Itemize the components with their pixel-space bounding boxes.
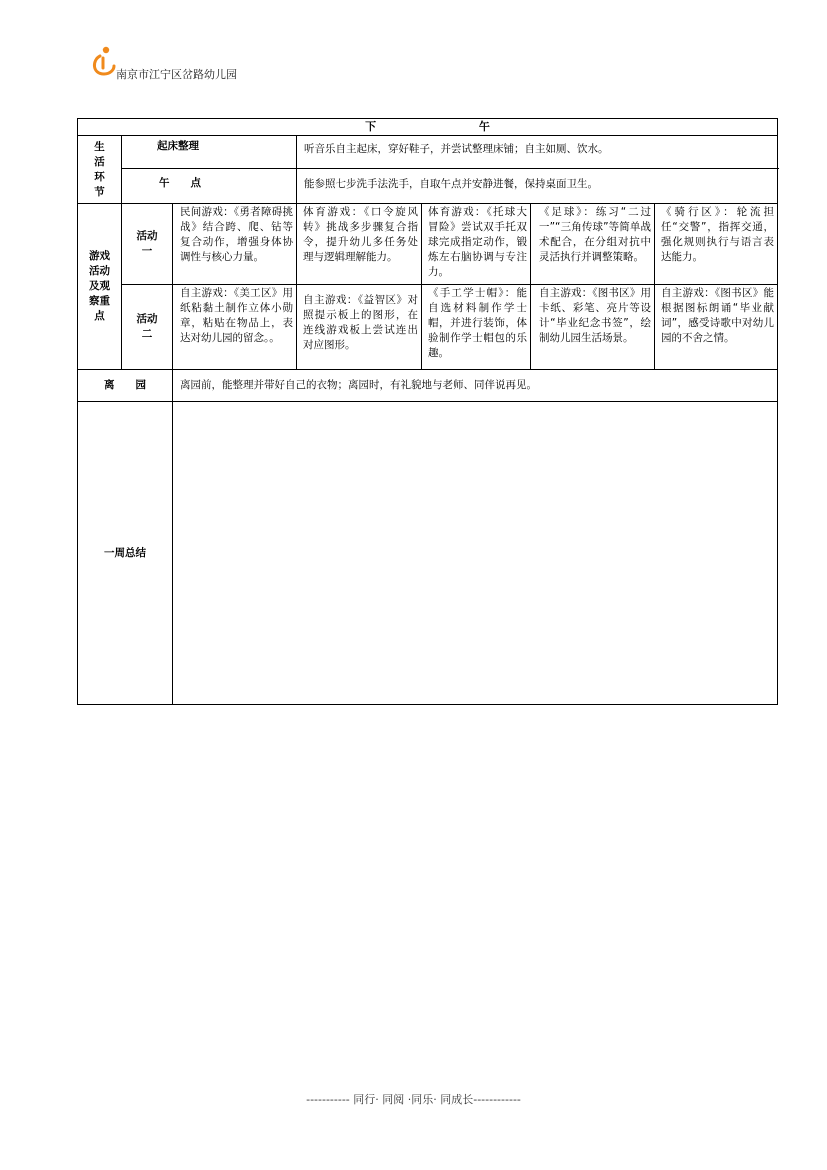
summary-label: 一周总结 bbox=[78, 402, 173, 705]
activity1-cell-2: 体育游戏：《口令旋风转》挑战多步骤复合指令，提升幼儿多任务处理与逻辑理解能力。 bbox=[297, 204, 422, 285]
summary-row bbox=[78, 402, 778, 705]
activity2-cell-2: 自主游戏：《益智区》对照提示板上的图形，在连线游戏板上尝试连出对应图形。 bbox=[297, 285, 422, 370]
leave-label: 离 园 bbox=[78, 370, 173, 402]
activity1-cell-1: 民间游戏：《勇者障碍挑战》结合跨、爬、钻等复合动作，增强身体协调性与核心力量。 bbox=[173, 204, 297, 285]
activity1-cell-5: 《骑行区》：轮流担任“交警”，指挥交通，强化规则执行与语言表达能力。 bbox=[655, 204, 778, 285]
activity1-row bbox=[78, 204, 778, 285]
activity1-cell-4: 《足球》：练习“二过一”“三角传球”等简单战术配合，在分组对抗中灵活执行并调整策略。 bbox=[531, 204, 655, 285]
game-section-text: 游戏活动及观察重点 bbox=[89, 250, 110, 322]
snack-label: 午 点 bbox=[122, 169, 297, 204]
activity2-cell-1: 自主游戏：《美工区》用纸粘黏土制作立体小勋章，粘贴在物品上，表达对幼儿园的留念。。 bbox=[173, 285, 297, 370]
activity1-cell-3: 体育游戏：《托球大冒险》尝试双手托双球完成指定动作，锻炼左右脑协调与专注力。 bbox=[422, 204, 531, 285]
wake-row bbox=[78, 136, 778, 169]
leave-row bbox=[78, 370, 778, 402]
life-section-label bbox=[78, 136, 122, 204]
activity2-cell-5: 自主游戏：《图书区》能根据图标朗诵“毕业献词”，感受诗歌中对幼儿园的不舍之情。 bbox=[655, 285, 778, 370]
activity2-cell-3: 《手工学士帽》：能自选材料制作学士帽，并进行装饰，体验制作学士帽包的乐趣。 bbox=[422, 285, 531, 370]
school-logo bbox=[90, 44, 290, 84]
period-header-row bbox=[78, 119, 778, 136]
weekly-plan-table bbox=[77, 118, 778, 705]
activity2-row bbox=[78, 285, 778, 370]
leave-text: 离园前，能整理并带好自己的衣物；离园时，有礼貌地与老师、同伴说再见。 bbox=[173, 370, 778, 402]
activity2-cell-4: 自主游戏：《图书区》用卡纸、彩笔、亮片等设计“毕业纪念书签”，绘制幼儿园生活场景。 bbox=[531, 285, 655, 370]
snack-row bbox=[78, 169, 778, 204]
school-name: 南京市江宁区岔路幼儿园 bbox=[116, 68, 237, 81]
period-header bbox=[78, 119, 778, 136]
activity2-label: 活动二 bbox=[122, 285, 173, 370]
wake-text: 听音乐自主起床，穿好鞋子，并尝试整理床铺；自主如厕、饮水。 bbox=[297, 136, 778, 169]
activity1-label: 活动一 bbox=[122, 204, 173, 285]
period-right: 午 bbox=[478, 120, 490, 133]
summary-content[interactable] bbox=[173, 402, 778, 705]
snack-text: 能参照七步洗手法洗手，自取午点并安静进餐，保持桌面卫生。 bbox=[297, 169, 778, 204]
page-footer: ----------- 同行· 同阅 ·同乐· 同成长------------ bbox=[306, 1093, 521, 1106]
kindergarten-logo-icon bbox=[90, 44, 116, 78]
period-left: 下 bbox=[365, 120, 377, 133]
life-section-text: 生活环节 bbox=[94, 140, 105, 198]
game-section-label bbox=[78, 204, 122, 370]
wake-label: 起床整理 bbox=[122, 136, 297, 169]
